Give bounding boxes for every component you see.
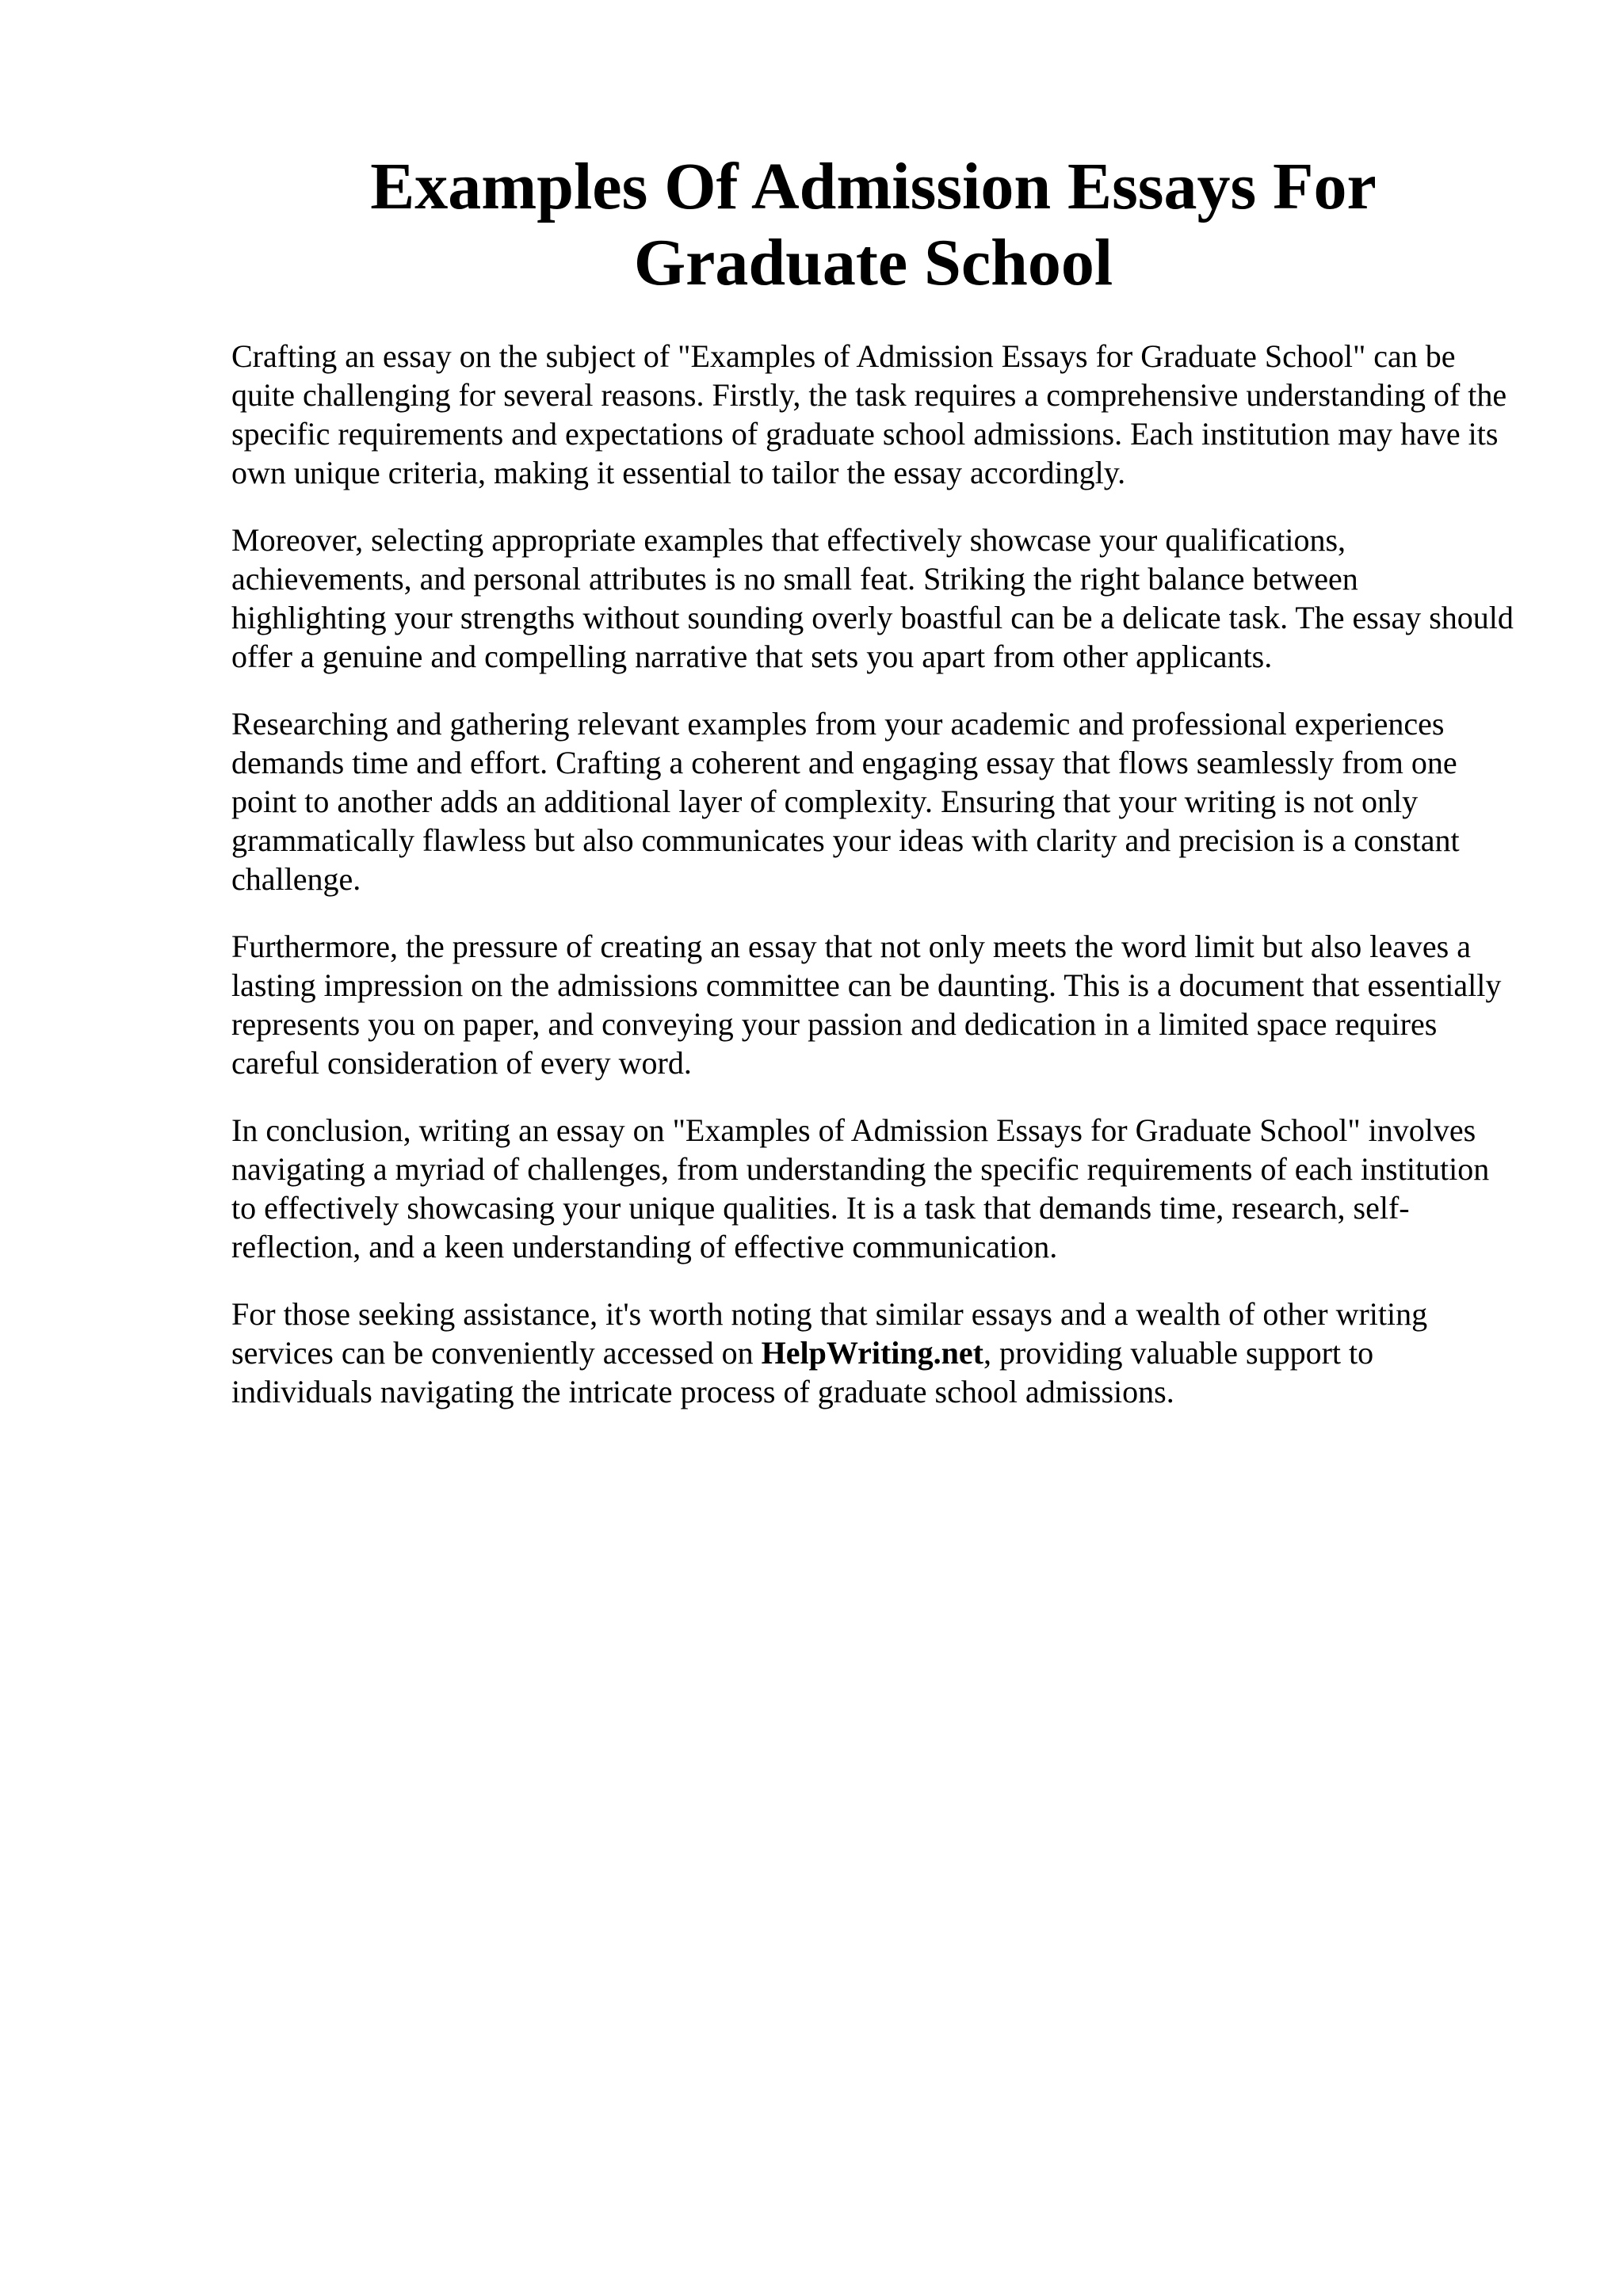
paragraph-examples: Moreover, selecting appropriate examples that effectively showcase your qualifications, achievements, and personal attributes is no small feat. Striking the right balance between highlighting your strengths without sounding overly boastful can be a delicate task. The essay should offer a genuine and compelling narrative that sets you apart from other applicants. — [231, 522, 1514, 674]
document-content — [231, 149, 1515, 1440]
paragraph-research: Researching and gathering relevant examples from your academic and professional experiences demands time and effort. Crafting a coherent and engaging essay that flows seamlessly from one point to another adds an additional layer of complexity. Ensuring that your writing is not only grammatically flawless but also communicates your ideas with clarity and precision is a constant challenge. — [231, 706, 1460, 897]
paragraph-pressure: Furthermore, the pressure of creating an essay that not only meets the word limit but also leaves a lasting impression on the admissions committee can be daunting. This is a document that essentially represents you on paper, and conveying your passion and dedication in a limited space requires careful consideration of every word. — [231, 929, 1502, 1081]
paragraph-intro: Crafting an essay on the subject of "Examples of Admission Essays for Graduate School" can be quite challenging for several reasons. Firstly, the task requires a comprehensive understanding of the specific requirements and expectations of graduate school admissions. Each institution may have its own unique criteria, making it essential to tailor the essay accordingly. — [231, 338, 1507, 490]
document-title: Examples Of Admission Essays For Graduate School — [370, 150, 1377, 299]
document-body — [231, 337, 1515, 1411]
helpwriting-brand: HelpWriting.net — [761, 1335, 983, 1371]
paragraph-conclusion: In conclusion, writing an essay on "Examples of Admission Essays for Graduate School" involves navigating a myriad of challenges, from understanding the specific requirements of each institution to effectively showcasing your unique qualities. It is a task that demands time, research, self-reflection, and a keen understanding of effective communication. — [231, 1112, 1490, 1264]
assistance-text-before: For those seeking assistance, it's worth noting that similar essays and a wealth of other writing services can be conveniently accessed on — [231, 1296, 1428, 1371]
assistance-text-after: , providing valuable support to individuals navigating the intricate process of graduate school admissions. — [231, 1335, 1374, 1409]
paragraph-assistance — [231, 1295, 1515, 1411]
